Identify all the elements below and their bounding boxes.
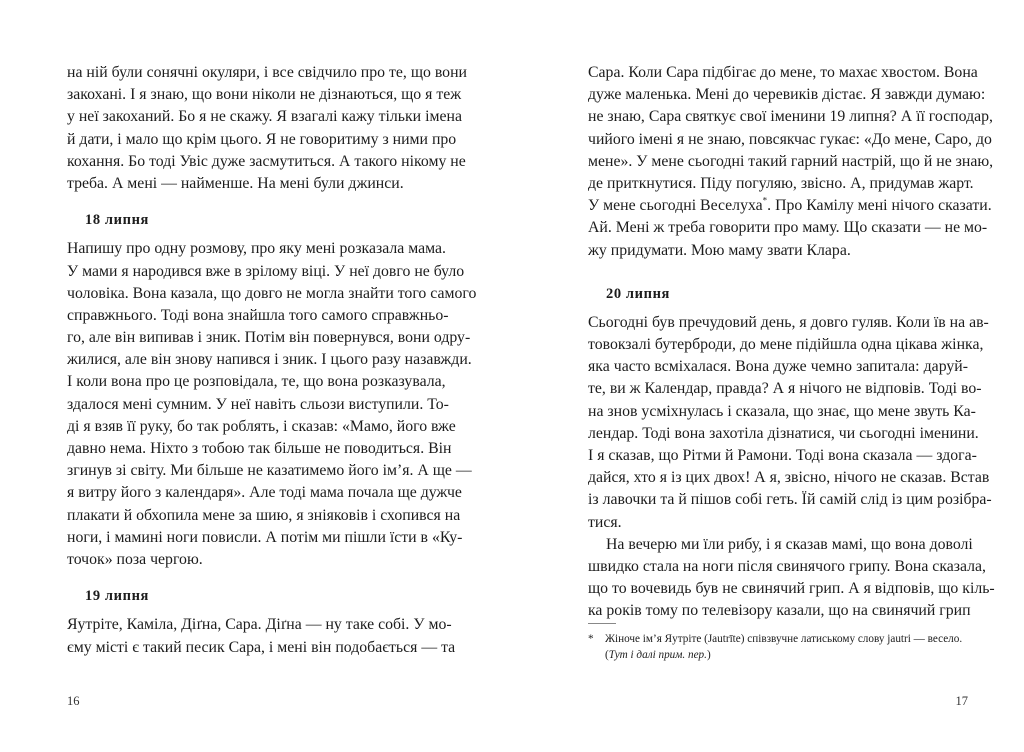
text-line: Ай. Мені ж треба говорити про маму. Що сказати — не мо- <box>588 219 988 237</box>
text-line: І коли вона про це розповідала, те, що вона розказувала, <box>67 373 446 391</box>
footnote-paren-close: ) <box>706 648 711 661</box>
footnote-divider <box>588 623 616 624</box>
text-line: єму місті є такий песик Сара, і мені він подобається — та <box>67 638 456 656</box>
text-line: лендар. Тоді вона захотіла дізнатися, чи сьогодні іменини. <box>588 424 979 442</box>
right-page-text <box>588 62 995 623</box>
text-line: здалося мені сумним. У неї навіть сльози виступили. То- <box>67 395 449 413</box>
text-line: у неї закоханий. Бо я не скажу. Я взагалі кажу тільки імена <box>67 108 462 126</box>
text-line: У мами я народився вже в зрілому віці. У неї довго не було <box>67 262 465 280</box>
text-line: де приткнутися. Піду погуляю, звісно. А, придумав жарт. <box>588 174 974 192</box>
text-line: й дати, і мало що крім цього. Я не говоритиму з ними про <box>67 130 457 148</box>
text-line: не знаю, Сара святкує свої іменини 19 липня? А її господар, <box>588 108 993 126</box>
footnote-line <box>588 648 970 664</box>
diary-heading-july-19: 19 липня <box>85 588 149 605</box>
text-line: на знов усміхнулась і сказала, що знає, що мене звуть Ка- <box>588 402 976 420</box>
text-line: кохання. Бо тоді Увіс дуже засмутиться. А такого нікому не <box>67 152 466 170</box>
text-line: точок» поза чергою. <box>67 550 203 568</box>
text-line: Яутріте, Каміла, Діґна, Сара. Діґна — ну таке собі. У мо- <box>67 616 452 634</box>
text-line: ка років тому по телевізору казали, що на свинячий грип <box>588 602 971 620</box>
footnote-paren-open: ( <box>605 648 609 661</box>
footnote-mark: * <box>588 633 594 645</box>
text-line: закохані. І я знаю, що вони ніколи не дізнаються, що я теж <box>67 86 462 104</box>
text-line: яка часто всміхалася. Вона дуже чемно запитала: даруй- <box>588 358 968 376</box>
text-line: плакати й обхопила мене за шию, я зніяковів і схопився на <box>67 506 461 524</box>
page-number-right: 17 <box>955 694 968 708</box>
text-line: дайся, хто я із цих двох! А я, звісно, нічого не сказав. Встав <box>588 469 990 487</box>
text-line: я витру його з календаря». Але тоді мама почала ще дужче <box>67 484 462 502</box>
text-line: із лавочки та й пішов собі геть. Їй самій слід із цим розібра- <box>588 491 992 509</box>
text-line: давно нема. Ніхто з тобою так більше не поводиться. Він <box>67 440 452 457</box>
footnote-note-italic: Тут і далі прим. пер. <box>608 648 707 661</box>
text-fragment: У мене сьогодні Веселуха <box>588 197 763 215</box>
text-line: тися. <box>588 513 622 531</box>
text-line: жилися, але він знову напився і зник. І цього разу назавжди. <box>67 351 472 369</box>
text-line: мене». У мене сьогодні такий гарний настрій, що й не знаю, <box>588 152 994 170</box>
diary-heading-july-18: 18 липня <box>85 212 149 229</box>
text-line: На вечерю ми їли рибу, і я сказав мамі, що вона доволі <box>606 535 973 553</box>
text-fragment: . Про Камілу мені нічого сказати. <box>767 197 992 215</box>
diary-heading-july-20: 20 липня <box>606 285 670 302</box>
text-line: справжнього. Тоді вона знайшла того самого справжньо- <box>67 306 449 324</box>
text-line: чоловіка. Вона казала, що довго не могла знайти того самого <box>67 284 477 302</box>
text-line: І я сказав, що Рітми й Рамони. Тоді вона сказала — здога- <box>588 447 977 464</box>
footnote-line <box>588 632 970 648</box>
text-line: ноги, і мамині ноги повисли. А потім ми пішли їсти в «Ку- <box>67 528 463 546</box>
footnote-reference: * <box>762 195 768 206</box>
text-line: на ній були сонячні окуляри, і все свідчило про те, що вони <box>67 64 467 81</box>
right-page <box>512 0 1024 752</box>
text-line: го, але він випивав і зник. Потім він повернувся, вони одру- <box>67 329 471 347</box>
text-line: ді я взяв її руку, бо так роблять, і сказав: «Мамо, його вже <box>67 417 456 435</box>
text-line: Сьогодні був пречудовий день, я довго гуляв. Коли їв на ав- <box>588 313 989 331</box>
text-line: чийого імені я не знаю, повсякчас гукає: «До мене, Саро, до <box>588 130 992 148</box>
text-line: Сара. Коли Сара підбігає до мене, то махає хвостом. Вона <box>588 64 978 81</box>
text-line: треба. А мені — найменше. На мені були джинси. <box>67 174 404 192</box>
text-line: товокзалі бутерброди, до мене підійшла одна цікава жінка, <box>588 336 984 354</box>
footnote-text: Жіноче ім’я Яутріте (Jautrīte) співзвучне латиському слову jautri — весело. <box>605 633 963 645</box>
text-line: що то вочевидь був не свинячий грип. А я відповів, що кіль- <box>588 580 995 598</box>
footnote <box>588 632 970 663</box>
left-page-text <box>67 62 477 659</box>
text-line: швидко стала на ноги після свинячого грипу. Вона сказала, <box>588 557 986 575</box>
text-line: згинув зі світу. Ми більше не казатимемо його ім’я. А ще — <box>67 462 472 480</box>
text-line: те, ви ж Календар, правда? А я нічого не відповів. Тоді во- <box>588 380 982 398</box>
text-line: жу придумати. Мою маму звати Клара. <box>588 241 851 259</box>
text-line: Напишу про одну розмову, про яку мені розказала мама. <box>67 240 446 258</box>
text-line: дуже маленька. Мені до черевиків дістає. Я завжди думаю: <box>588 86 986 104</box>
text-line-with-footnote <box>588 195 992 217</box>
page-number-left: 16 <box>67 694 80 708</box>
